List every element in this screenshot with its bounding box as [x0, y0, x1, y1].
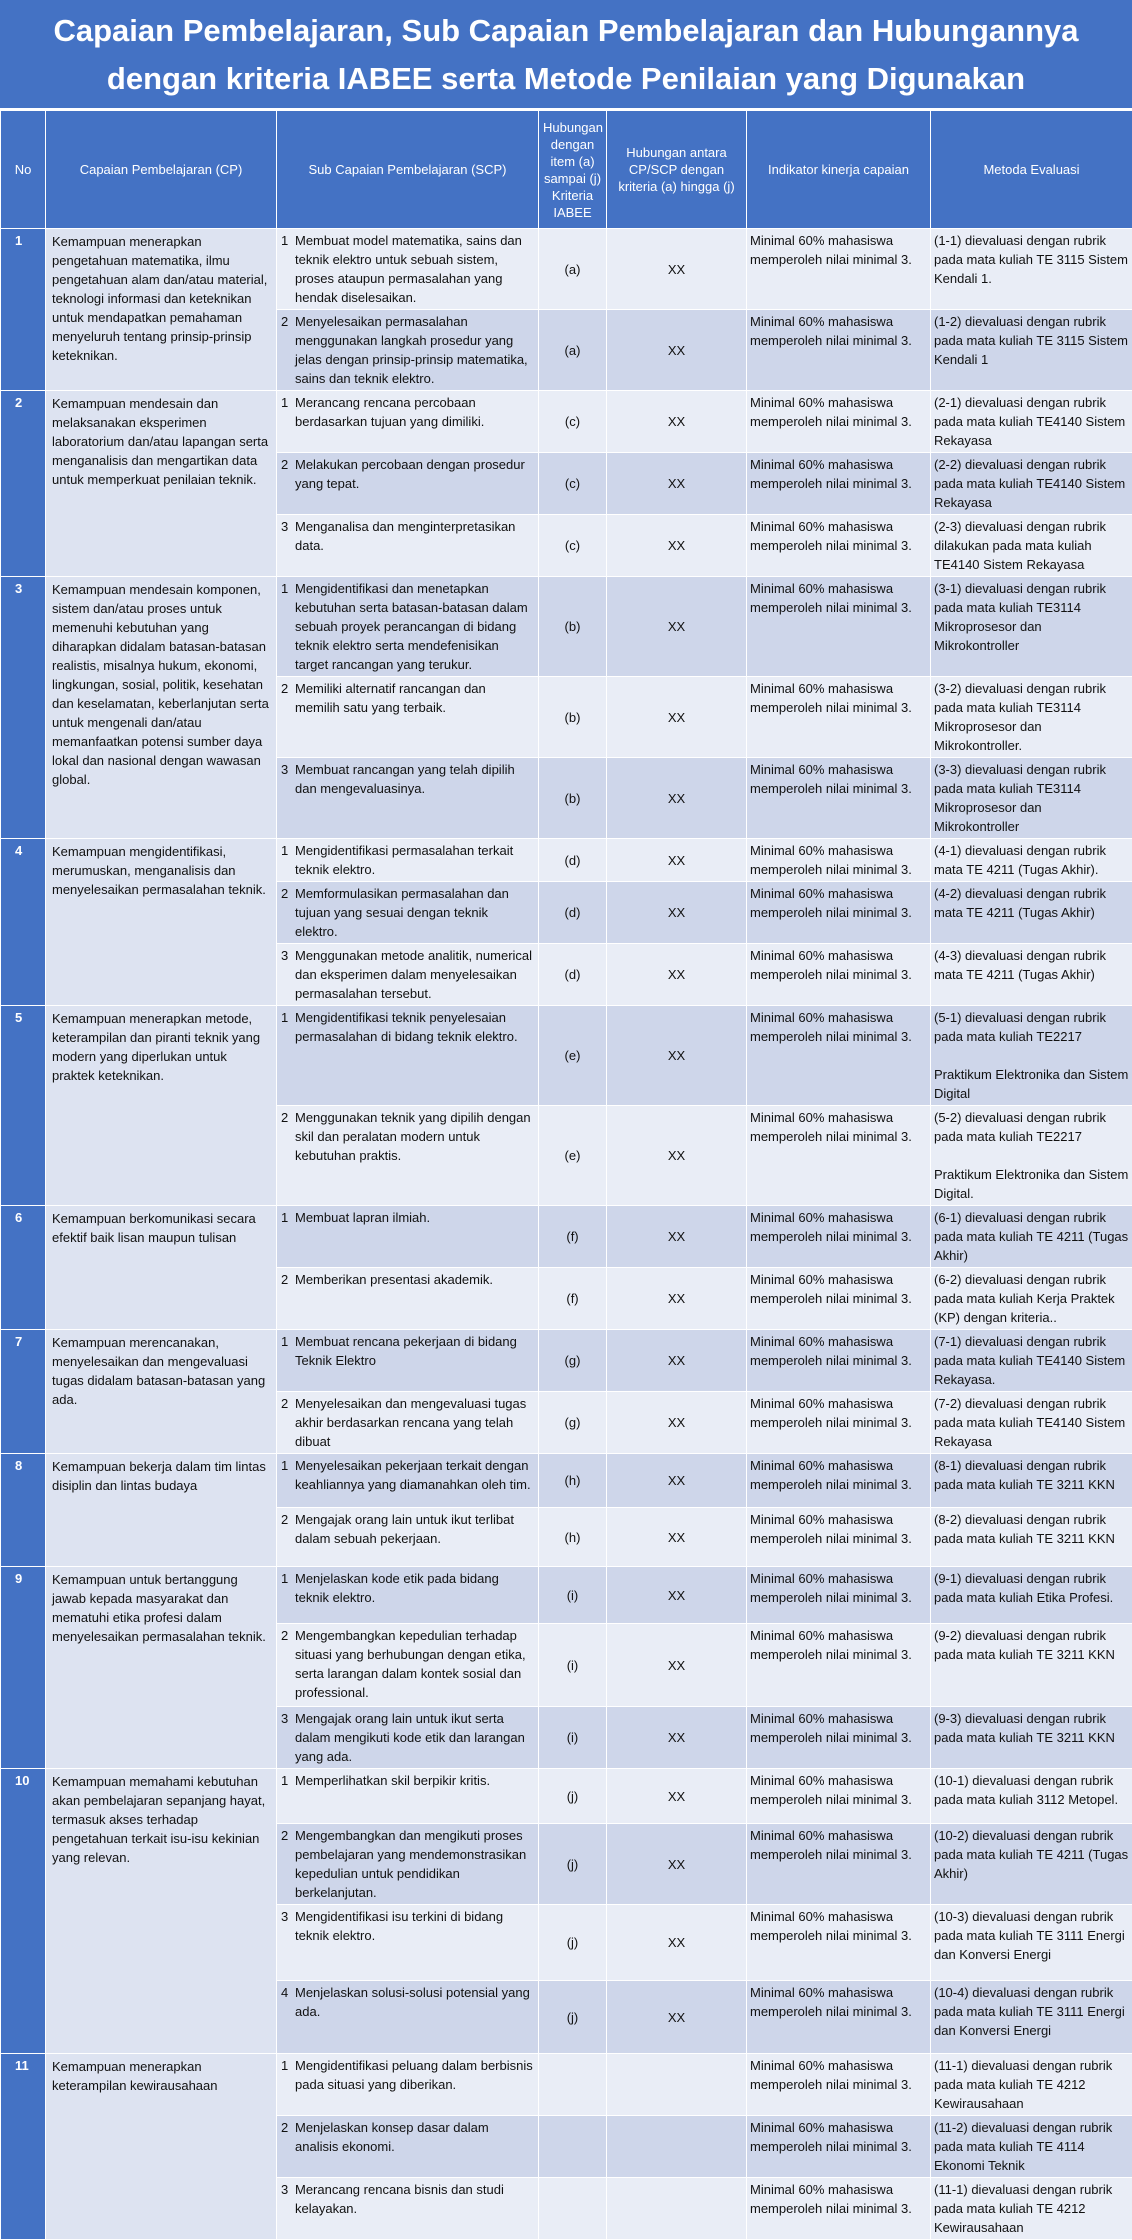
scp-cell	[277, 839, 539, 882]
relation-mark: XX	[607, 391, 747, 453]
header-evaluation: Metoda Evaluasi	[931, 111, 1132, 229]
cp-number: 7	[1, 1330, 46, 1454]
iabee-item: (d)	[539, 944, 607, 1006]
scp-cell	[277, 1268, 539, 1330]
relation-mark: XX	[607, 1769, 747, 1824]
scp-cell	[277, 515, 539, 577]
relation-mark: XX	[607, 1106, 747, 1206]
indicator: Minimal 60% mahasiswa memperoleh nilai minimal 3.	[747, 882, 931, 944]
iabee-item: (i)	[539, 1624, 607, 1707]
scp-text: Merancang rencana bisnis dan studi kelayakan.	[295, 2180, 534, 2218]
scp-number: 1	[281, 1456, 295, 1494]
cp-number: 2	[1, 391, 46, 577]
scp-text: Mengajak orang lain untuk ikut terlibat dalam sebuah pekerjaan.	[295, 1510, 534, 1548]
scp-cell	[277, 2054, 539, 2116]
iabee-item: (h)	[539, 1508, 607, 1567]
cp-description: Kemampuan menerapkan metode, keterampilan dan piranti teknik yang modern yang diperlukan untuk praktek keteknikan.	[46, 1006, 277, 1206]
evaluation-text: (8-1) dievaluasi dengan rubrik pada mata kuliah TE 3211 KKN	[934, 1456, 1129, 1494]
evaluation-text: (3-1) dievaluasi dengan rubrik pada mata kuliah TE3114 Mikroprosesor dan Mikrokontroller	[934, 579, 1129, 655]
scp-cell	[277, 391, 539, 453]
scp-text: Memformulasikan permasalahan dan tujuan yang sesuai dengan teknik elektro.	[295, 884, 534, 941]
table-row	[1, 1769, 1132, 1824]
relation-mark: XX	[607, 1508, 747, 1567]
scp-text: Menjelaskan kode etik pada bidang teknik elektro.	[295, 1569, 534, 1607]
evaluation-text: (6-2) dievaluasi dengan rubrik pada mata kuliah Kerja Praktek (KP) dengan kriteria..	[934, 1270, 1129, 1327]
cp-description: Kemampuan mendesain komponen, sistem dan/atau proses untuk memenuhi kebutuhan yang diharapkan didalam batasan-batasan realistis, misalnya hukum, ekonomi, lingkungan, sosial, politik, kesehatan dan keselamatan, keberlanjutan serta untuk mengenali dan/atau memanfaatkan potensi sumber daya lokal dan nasional dengan wawasan global.	[46, 577, 277, 839]
scp-number: 3	[281, 2180, 295, 2218]
scp-text: Mengidentifikasi teknik penyelesaian permasalahan di bidang teknik elektro.	[295, 1008, 534, 1046]
scp-text: Mengidentifikasi dan menetapkan kebutuhan serta batasan-batasan dalam sebuah proyek perancangan di bidang teknik elektro serta mendefenisikan target rancangan yang terukur.	[295, 579, 534, 674]
scp-number: 2	[281, 312, 295, 388]
cp-number: 6	[1, 1206, 46, 1330]
relation-mark: XX	[607, 1206, 747, 1268]
evaluation-text-2: Praktikum Elektronika dan Sistem Digital	[934, 1065, 1129, 1103]
scp-cell	[277, 1330, 539, 1392]
relation-mark: XX	[607, 1905, 747, 1981]
cp-number: 4	[1, 839, 46, 1006]
scp-text: Mengajak orang lain untuk ikut serta dalam mengikuti kode etik dan larangan yang ada.	[295, 1709, 534, 1766]
scp-number: 1	[281, 579, 295, 674]
indicator: Minimal 60% mahasiswa memperoleh nilai minimal 3.	[747, 839, 931, 882]
iabee-item	[539, 2178, 607, 2240]
evaluation-text: (9-3) dievaluasi dengan rubrik pada mata kuliah TE 3211 KKN	[934, 1709, 1129, 1747]
scp-text: Menggunakan metode analitik, numerical dan eksperimen dalam menyelesaikan permasalahan tersebut.	[295, 946, 534, 1003]
scp-number: 1	[281, 231, 295, 307]
evaluation-text: (2-1) dievaluasi dengan rubrik pada mata kuliah TE4140 Sistem Rekayasa	[934, 393, 1129, 450]
evaluation	[931, 391, 1132, 453]
evaluation-text: (2-2) dievaluasi dengan rubrik pada mata kuliah TE4140 Sistem Rekayasa	[934, 455, 1129, 512]
evaluation	[931, 1624, 1132, 1707]
scp-cell	[277, 1624, 539, 1707]
relation-mark	[607, 2054, 747, 2116]
cp-number: 11	[1, 2054, 46, 2240]
relation-mark: XX	[607, 839, 747, 882]
evaluation	[931, 1392, 1132, 1454]
relation-mark: XX	[607, 1330, 747, 1392]
relation-mark: XX	[607, 944, 747, 1006]
evaluation	[931, 1268, 1132, 1330]
indicator: Minimal 60% mahasiswa memperoleh nilai minimal 3.	[747, 1769, 931, 1824]
scp-text: Menggunakan teknik yang dipilih dengan skil dan peralatan modern untuk kebutuhan praktis.	[295, 1108, 534, 1165]
evaluation-text: (2-3) dievaluasi dengan rubrik dilakukan pada mata kuliah TE4140 Sistem Rekayasa	[934, 517, 1129, 574]
cp-description: Kemampuan mengidentifikasi, merumuskan, menganalisis dan menyelesaikan permasalahan teknik.	[46, 839, 277, 1006]
relation-mark: XX	[607, 1392, 747, 1454]
cp-description: Kemampuan memahami kebutuhan akan pembelajaran sepanjang hayat, termasuk akses terhadap pengetahuan terkait isu-isu kekinian yang relevan.	[46, 1769, 277, 2054]
scp-number: 2	[281, 1108, 295, 1165]
iabee-item: (j)	[539, 1981, 607, 2054]
relation-mark: XX	[607, 1707, 747, 1769]
iabee-item	[539, 2054, 607, 2116]
scp-cell	[277, 1981, 539, 2054]
scp-cell	[277, 2178, 539, 2240]
scp-cell	[277, 577, 539, 677]
scp-number: 1	[281, 1569, 295, 1607]
scp-cell	[277, 1905, 539, 1981]
scp-text: Membuat rencana pekerjaan di bidang Teknik Elektro	[295, 1332, 534, 1370]
evaluation-text: (10-2) dievaluasi dengan rubrik pada mata kuliah TE 4211 (Tugas Akhir)	[934, 1826, 1129, 1883]
title-line-2: dengan kriteria IABEE serta Metode Penilaian yang Digunakan	[0, 55, 1132, 103]
indicator: Minimal 60% mahasiswa memperoleh nilai minimal 3.	[747, 1206, 931, 1268]
evaluation-text: (9-2) dievaluasi dengan rubrik pada mata kuliah TE 3211 KKN	[934, 1626, 1129, 1664]
evaluation	[931, 2178, 1132, 2240]
evaluation-text: (10-1) dievaluasi dengan rubrik pada mata kuliah 3112 Metopel.	[934, 1771, 1129, 1809]
evaluation-text: (10-4) dievaluasi dengan rubrik pada mata kuliah TE 3111 Energi dan Konversi Energi	[934, 1983, 1129, 2040]
evaluation-text: (8-2) dievaluasi dengan rubrik pada mata kuliah TE 3211 KKN	[934, 1510, 1129, 1548]
relation-mark: XX	[607, 758, 747, 839]
iabee-item: (g)	[539, 1330, 607, 1392]
table-body	[1, 229, 1132, 2240]
relation-mark: XX	[607, 1981, 747, 2054]
scp-text: Memberikan presentasi akademik.	[295, 1270, 534, 1289]
scp-cell	[277, 1392, 539, 1454]
evaluation	[931, 1330, 1132, 1392]
indicator: Minimal 60% mahasiswa memperoleh nilai minimal 3.	[747, 1567, 931, 1624]
scp-cell	[277, 1206, 539, 1268]
table-row	[1, 391, 1132, 453]
indicator: Minimal 60% mahasiswa memperoleh nilai minimal 3.	[747, 515, 931, 577]
scp-number: 1	[281, 393, 295, 431]
indicator: Minimal 60% mahasiswa memperoleh nilai minimal 3.	[747, 453, 931, 515]
iabee-item: (e)	[539, 1106, 607, 1206]
relation-mark: XX	[607, 229, 747, 310]
relation-mark	[607, 2116, 747, 2178]
header-no: No	[1, 111, 46, 229]
evaluation-text: (7-2) dievaluasi dengan rubrik pada mata kuliah TE4140 Sistem Rekayasa	[934, 1394, 1129, 1451]
evaluation-text: (4-1) dievaluasi dengan rubrik mata TE 4211 (Tugas Akhir).	[934, 841, 1129, 879]
relation-mark: XX	[607, 453, 747, 515]
scp-number: 2	[281, 1270, 295, 1289]
evaluation	[931, 1707, 1132, 1769]
iabee-item: (i)	[539, 1567, 607, 1624]
evaluation-text: (6-1) dievaluasi dengan rubrik pada mata kuliah TE 4211 (Tugas Akhir)	[934, 1208, 1129, 1265]
evaluation	[931, 2116, 1132, 2178]
evaluation	[931, 1567, 1132, 1624]
scp-cell	[277, 229, 539, 310]
scp-cell	[277, 944, 539, 1006]
scp-text: Memperlihatkan skil berpikir kritis.	[295, 1771, 534, 1790]
scp-cell	[277, 758, 539, 839]
evaluation	[931, 1981, 1132, 2054]
cp-table	[0, 110, 1132, 2240]
cp-number: 9	[1, 1567, 46, 1769]
cp-description: Kemampuan mendesain dan melaksanakan eksperimen laboratorium dan/atau lapangan serta menganalisis dan mengartikan data untuk memperkuat penilaian teknik.	[46, 391, 277, 577]
cp-number: 1	[1, 229, 46, 391]
scp-text: Mengembangkan kepedulian terhadap situasi yang berhubungan dengan etika, serta larangan dalam kontek sosial dan professional.	[295, 1626, 534, 1702]
evaluation-text: (11-2) dievaluasi dengan rubrik pada mata kuliah TE 4114 Ekonomi Teknik	[934, 2118, 1129, 2175]
indicator: Minimal 60% mahasiswa memperoleh nilai minimal 3.	[747, 310, 931, 391]
scp-cell	[277, 1824, 539, 1905]
indicator: Minimal 60% mahasiswa memperoleh nilai minimal 3.	[747, 1624, 931, 1707]
iabee-item: (b)	[539, 758, 607, 839]
scp-text: Menganalisa dan menginterpretasikan data.	[295, 517, 534, 555]
table-row	[1, 1454, 1132, 1508]
iabee-item: (h)	[539, 1454, 607, 1508]
header-row	[1, 111, 1132, 229]
header-cp: Capaian Pembelajaran (CP)	[46, 111, 277, 229]
table-row	[1, 2054, 1132, 2116]
evaluation-text: (1-1) dievaluasi dengan rubrik pada mata kuliah TE 3115 Sistem Kendali 1.	[934, 231, 1129, 288]
relation-mark: XX	[607, 577, 747, 677]
iabee-item: (c)	[539, 515, 607, 577]
indicator: Minimal 60% mahasiswa memperoleh nilai minimal 3.	[747, 1824, 931, 1905]
cp-description: Kemampuan merencanakan, menyelesaikan dan mengevaluasi tugas didalam batasan-batasan yang ada.	[46, 1330, 277, 1454]
scp-text: Menyelesaikan permasalahan menggunakan langkah prosedur yang jelas dengan prinsip-prinsip matematika, sains dan teknik elektro.	[295, 312, 534, 388]
evaluation	[931, 1206, 1132, 1268]
relation-mark: XX	[607, 1567, 747, 1624]
cp-description: Kemampuan menerapkan pengetahuan matematika, ilmu pengetahuan alam dan/atau material, teknologi informasi dan keteknikan untuk mendapatkan pemahaman menyeluruh tentang prinsip-prinsip keteknikan.	[46, 229, 277, 391]
indicator: Minimal 60% mahasiswa memperoleh nilai minimal 3.	[747, 1006, 931, 1106]
evaluation	[931, 1508, 1132, 1567]
scp-number: 2	[281, 1626, 295, 1702]
evaluation	[931, 882, 1132, 944]
evaluation	[931, 1905, 1132, 1981]
scp-number: 2	[281, 679, 295, 717]
scp-text: Mengidentifikasi permasalahan terkait teknik elektro.	[295, 841, 534, 879]
cp-description: Kemampuan berkomunikasi secara efektif baik lisan maupun tulisan	[46, 1206, 277, 1330]
scp-text: Menjelaskan konsep dasar dalam analisis ekonomi.	[295, 2118, 534, 2156]
title-line-1: Capaian Pembelajaran, Sub Capaian Pembelajaran dan Hubungannya	[0, 7, 1132, 55]
evaluation-text-2: Praktikum Elektronika dan Sistem Digital.	[934, 1165, 1129, 1203]
evaluation	[931, 577, 1132, 677]
scp-cell	[277, 453, 539, 515]
indicator: Minimal 60% mahasiswa memperoleh nilai minimal 3.	[747, 1392, 931, 1454]
iabee-item: (f)	[539, 1268, 607, 1330]
cp-description: Kemampuan bekerja dalam tim lintas disiplin dan lintas budaya	[46, 1454, 277, 1567]
header-relation: Hubungan antara CP/SCP dengan kriteria (a) hingga (j)	[607, 111, 747, 229]
indicator: Minimal 60% mahasiswa memperoleh nilai minimal 3.	[747, 1330, 931, 1392]
indicator: Minimal 60% mahasiswa memperoleh nilai minimal 3.	[747, 2054, 931, 2116]
scp-cell	[277, 1769, 539, 1824]
iabee-item: (i)	[539, 1707, 607, 1769]
iabee-item: (b)	[539, 577, 607, 677]
scp-number: 3	[281, 1709, 295, 1766]
indicator: Minimal 60% mahasiswa memperoleh nilai minimal 3.	[747, 2178, 931, 2240]
scp-cell	[277, 677, 539, 758]
evaluation-text: (5-2) dievaluasi dengan rubrik pada mata kuliah TE2217	[934, 1108, 1129, 1146]
scp-number: 3	[281, 946, 295, 1003]
indicator: Minimal 60% mahasiswa memperoleh nilai minimal 3.	[747, 229, 931, 310]
evaluation-text: (4-2) dievaluasi dengan rubrik mata TE 4211 (Tugas Akhir)	[934, 884, 1129, 922]
evaluation	[931, 944, 1132, 1006]
evaluation-text: (7-1) dievaluasi dengan rubrik pada mata kuliah TE4140 Sistem Rekayasa.	[934, 1332, 1129, 1389]
scp-cell	[277, 1508, 539, 1567]
evaluation	[931, 839, 1132, 882]
iabee-item: (g)	[539, 1392, 607, 1454]
evaluation	[931, 677, 1132, 758]
scp-number: 1	[281, 1332, 295, 1370]
relation-mark	[607, 2178, 747, 2240]
scp-text: Memiliki alternatif rancangan dan memilih satu yang terbaik.	[295, 679, 534, 717]
iabee-item: (a)	[539, 229, 607, 310]
relation-mark: XX	[607, 882, 747, 944]
iabee-item: (d)	[539, 839, 607, 882]
iabee-item: (f)	[539, 1206, 607, 1268]
iabee-item: (j)	[539, 1824, 607, 1905]
evaluation	[931, 1106, 1132, 1206]
scp-cell	[277, 882, 539, 944]
indicator: Minimal 60% mahasiswa memperoleh nilai minimal 3.	[747, 1981, 931, 2054]
scp-number: 2	[281, 1510, 295, 1548]
scp-text: Menyelesaikan dan mengevaluasi tugas akhir berdasarkan rencana yang telah dibuat	[295, 1394, 534, 1451]
relation-mark: XX	[607, 677, 747, 758]
scp-text: Mengidentifikasi peluang dalam berbisnis pada situasi yang diberikan.	[295, 2056, 534, 2094]
evaluation-text: (5-1) dievaluasi dengan rubrik pada mata kuliah TE2217	[934, 1008, 1129, 1046]
evaluation	[931, 453, 1132, 515]
indicator: Minimal 60% mahasiswa memperoleh nilai minimal 3.	[747, 391, 931, 453]
indicator: Minimal 60% mahasiswa memperoleh nilai minimal 3.	[747, 1707, 931, 1769]
iabee-item: (c)	[539, 453, 607, 515]
evaluation-text: (10-3) dievaluasi dengan rubrik pada mata kuliah TE 3111 Energi dan Konversi Energi	[934, 1907, 1129, 1964]
scp-cell	[277, 1106, 539, 1206]
relation-mark: XX	[607, 310, 747, 391]
table-row	[1, 229, 1132, 310]
table-row	[1, 839, 1132, 882]
scp-text: Melakukan percobaan dengan prosedur yang tepat.	[295, 455, 534, 493]
indicator: Minimal 60% mahasiswa memperoleh nilai minimal 3.	[747, 944, 931, 1006]
scp-text: Membuat rancangan yang telah dipilih dan mengevaluasinya.	[295, 760, 534, 798]
header-indicator: Indikator kinerja capaian	[747, 111, 931, 229]
header-item: Hubungan dengan item (a) sampai (j) Kriteria IABEE	[539, 111, 607, 229]
relation-mark: XX	[607, 1454, 747, 1508]
evaluation	[931, 1454, 1132, 1508]
indicator: Minimal 60% mahasiswa memperoleh nilai minimal 3.	[747, 1905, 931, 1981]
scp-text: Membuat lapran ilmiah.	[295, 1208, 534, 1227]
cp-description: Kemampuan untuk bertanggung jawab kepada masyarakat dan mematuhi etika profesi dalam menyelesaikan permasalahan teknik.	[46, 1567, 277, 1769]
relation-mark: XX	[607, 1268, 747, 1330]
table-row	[1, 1206, 1132, 1268]
scp-number: 3	[281, 760, 295, 798]
evaluation	[931, 1006, 1132, 1106]
iabee-item: (b)	[539, 677, 607, 758]
iabee-item: (d)	[539, 882, 607, 944]
indicator: Minimal 60% mahasiswa memperoleh nilai minimal 3.	[747, 577, 931, 677]
evaluation	[931, 515, 1132, 577]
evaluation	[931, 229, 1132, 310]
indicator: Minimal 60% mahasiswa memperoleh nilai minimal 3.	[747, 1454, 931, 1508]
relation-mark: XX	[607, 1824, 747, 1905]
iabee-item: (j)	[539, 1905, 607, 1981]
page-title	[0, 0, 1132, 108]
evaluation-text: (11-1) dievaluasi dengan rubrik pada mata kuliah TE 4212 Kewirausahaan	[934, 2180, 1129, 2237]
evaluation	[931, 1769, 1132, 1824]
cp-number: 5	[1, 1006, 46, 1206]
scp-number: 1	[281, 1208, 295, 1227]
header-scp: Sub Capaian Pembelajaran (SCP)	[277, 111, 539, 229]
indicator: Minimal 60% mahasiswa memperoleh nilai minimal 3.	[747, 1508, 931, 1567]
indicator: Minimal 60% mahasiswa memperoleh nilai minimal 3.	[747, 758, 931, 839]
scp-number: 1	[281, 841, 295, 879]
relation-mark: XX	[607, 1006, 747, 1106]
scp-number: 3	[281, 517, 295, 555]
cp-number: 3	[1, 577, 46, 839]
scp-cell	[277, 2116, 539, 2178]
scp-number: 1	[281, 2056, 295, 2094]
relation-mark: XX	[607, 515, 747, 577]
scp-number: 2	[281, 2118, 295, 2156]
relation-mark: XX	[607, 1624, 747, 1707]
iabee-item: (c)	[539, 391, 607, 453]
scp-cell	[277, 1707, 539, 1769]
evaluation	[931, 758, 1132, 839]
scp-number: 2	[281, 455, 295, 493]
table-row	[1, 1006, 1132, 1106]
evaluation-text: (11-1) dievaluasi dengan rubrik pada mata kuliah TE 4212 Kewirausahaan	[934, 2056, 1129, 2113]
evaluation	[931, 310, 1132, 391]
scp-cell	[277, 310, 539, 391]
iabee-item: (a)	[539, 310, 607, 391]
table-row	[1, 1330, 1132, 1392]
scp-cell	[277, 1006, 539, 1106]
cp-description: Kemampuan menerapkan keterampilan kewirausahaan	[46, 2054, 277, 2240]
scp-text: Mengembangkan dan mengikuti proses pembelajaran yang mendemonstrasikan kepedulian untuk pendidikan berkelanjutan.	[295, 1826, 534, 1902]
scp-number: 1	[281, 1008, 295, 1046]
scp-number: 1	[281, 1771, 295, 1790]
indicator: Minimal 60% mahasiswa memperoleh nilai minimal 3.	[747, 1106, 931, 1206]
evaluation-text: (9-1) dievaluasi dengan rubrik pada mata kuliah Etika Profesi.	[934, 1569, 1129, 1607]
iabee-item: (j)	[539, 1769, 607, 1824]
evaluation	[931, 2054, 1132, 2116]
evaluation-text: (3-3) dievaluasi dengan rubrik pada mata kuliah TE3114 Mikroprosesor dan Mikrokontroller	[934, 760, 1129, 836]
scp-number: 4	[281, 1983, 295, 2021]
scp-cell	[277, 1454, 539, 1508]
scp-text: Mengidentifikasi isu terkini di bidang teknik elektro.	[295, 1907, 534, 1945]
evaluation-text: (4-3) dievaluasi dengan rubrik mata TE 4211 (Tugas Akhir)	[934, 946, 1129, 984]
indicator: Minimal 60% mahasiswa memperoleh nilai minimal 3.	[747, 2116, 931, 2178]
table-row	[1, 577, 1132, 677]
scp-number: 2	[281, 1394, 295, 1451]
scp-cell	[277, 1567, 539, 1624]
evaluation	[931, 1824, 1132, 1905]
scp-number: 3	[281, 1907, 295, 1945]
evaluation-text: (3-2) dievaluasi dengan rubrik pada mata kuliah TE3114 Mikroprosesor dan Mikrokontroller.	[934, 679, 1129, 755]
table-row	[1, 1567, 1132, 1624]
scp-text: Menyelesaikan pekerjaan terkait dengan keahliannya yang diamanahkan oleh tim.	[295, 1456, 534, 1494]
scp-text: Menjelaskan solusi-solusi potensial yang ada.	[295, 1983, 534, 2021]
scp-number: 2	[281, 1826, 295, 1902]
cp-number: 8	[1, 1454, 46, 1567]
scp-text: Merancang rencana percobaan berdasarkan tujuan yang dimiliki.	[295, 393, 534, 431]
scp-text: Membuat model matematika, sains dan teknik elektro untuk sebuah sistem, proses ataupun permasalahan yang hendak diselesaikan.	[295, 231, 534, 307]
iabee-item	[539, 2116, 607, 2178]
indicator: Minimal 60% mahasiswa memperoleh nilai minimal 3.	[747, 677, 931, 758]
scp-number: 2	[281, 884, 295, 941]
iabee-item: (e)	[539, 1006, 607, 1106]
indicator: Minimal 60% mahasiswa memperoleh nilai minimal 3.	[747, 1268, 931, 1330]
cp-number: 10	[1, 1769, 46, 2054]
evaluation-text: (1-2) dievaluasi dengan rubrik pada mata kuliah TE 3115 Sistem Kendali 1	[934, 312, 1129, 369]
